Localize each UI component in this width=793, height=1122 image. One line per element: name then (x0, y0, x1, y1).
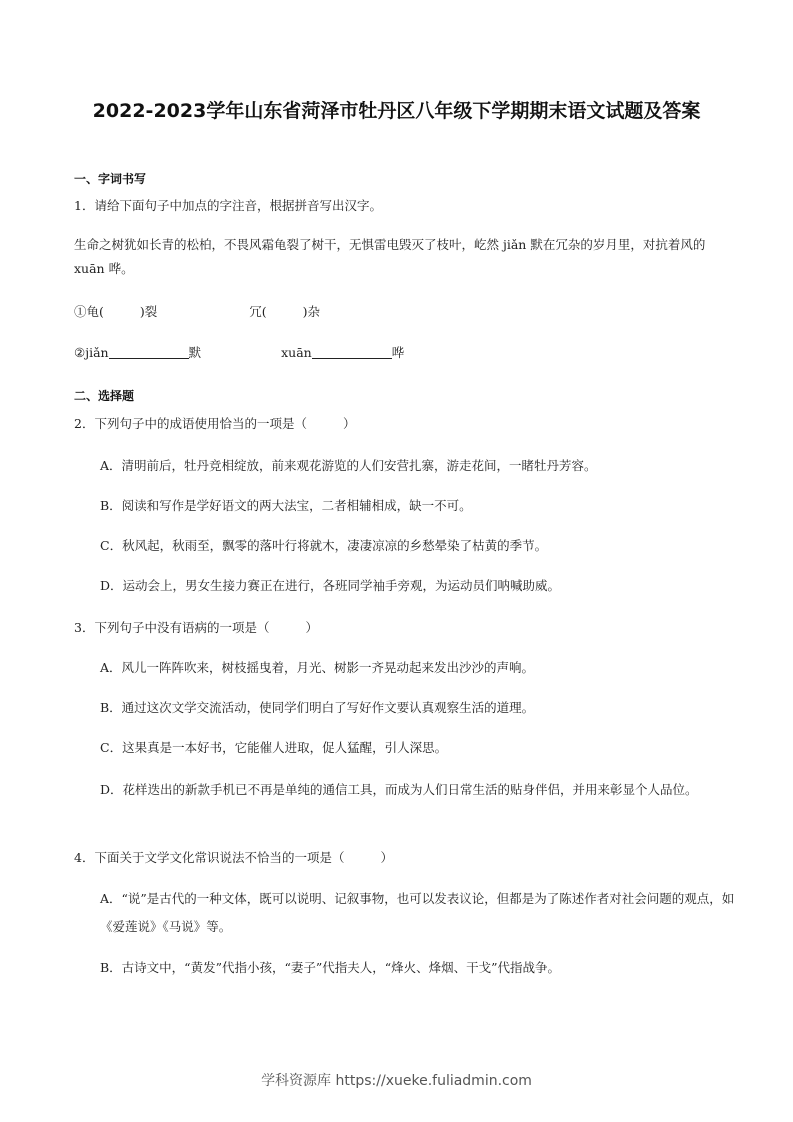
section-heading-2: 二、选择题 (74, 389, 135, 403)
page-title: 2022-2023学年山东省菏泽市牡丹区八年级下学期期末语文试题及答案 (92, 100, 701, 122)
answer-underline[interactable] (312, 344, 392, 359)
answer-underline[interactable] (109, 344, 189, 359)
q1-item-1b-suffix: )杂 (302, 304, 321, 319)
q1-item-2b-suffix: 哗 (391, 345, 405, 360)
q1-item-2b-prefix: xuān (281, 345, 312, 360)
q2-stem (74, 413, 734, 435)
q4-option-a: A．“说”是古代的一种文体，既可以说明、记叙事物，也可以发表议论，但都是为了陈述作者对社会问题的观点，如《爱莲说》《马说》等。 (100, 891, 735, 934)
q4-stem-text: 4．下面关于文学文化常识说法不恰当的一项是（ (74, 850, 345, 865)
q2-option-a: A．清明前后，牡丹竞相绽放，前来观花游览的人们安营扎寨，游走花间，一睹牡丹芳容。 (100, 458, 597, 473)
q1-item-1b-prefix: 冗( (249, 304, 267, 319)
q1-item-2a-suffix: 默 (188, 345, 202, 360)
q1-item-2 (74, 342, 734, 364)
q1-stem: 1．请给下面句子中加点的字注音，根据拼音写出汉字。 (74, 198, 382, 213)
q3-option-a: A．风儿一阵阵吹来，树枝摇曳着，月光、树影一齐晃动起来发出沙沙的声响。 (100, 660, 535, 675)
q1-item-2a-prefix: ②jiǎn (74, 345, 109, 360)
q2-option-c: C．秋风起，秋雨至，飘零的落叶行将就木，凄凄凉凉的乡愁晕染了枯黄的季节。 (100, 538, 548, 553)
q3-stem-text: 3．下列句子中没有语病的一项是（ (74, 620, 270, 635)
q4-option-b: B．古诗文中，“黄发”代指小孩，“妻子”代指夫人，“烽火、烽烟、干戈”代指战争。 (100, 960, 561, 975)
q2-option-d: D．运动会上，男女生接力赛正在进行，各班同学袖手旁观，为运动员们呐喊助威。 (100, 578, 561, 593)
q3-option-d: D．花样迭出的新款手机已不再是单纯的通信工具，而成为人们日常生活的贴身伴侣，并用来彰显个人品位。 (100, 782, 698, 797)
footer-source: 学科资源库 https://xueke.fuliadmin.com (261, 1073, 532, 1089)
q2-stem-close: ） (342, 416, 356, 431)
section-heading-1: 一、字词书写 (74, 172, 147, 186)
q1-item-1a-prefix: ①龟( (74, 304, 104, 319)
q1-item-1 (74, 301, 734, 323)
q3-option-b: B．通过这次文学交流活动，使同学们明白了写好作文要认真观察生活的道理。 (100, 700, 535, 715)
q3-stem-close: ） (305, 620, 318, 635)
q4-stem (74, 847, 734, 869)
q3-option-c: C．这果真是一本好书，它能催人进取，促人猛醒，引人深思。 (100, 740, 448, 755)
q3-stem (74, 617, 734, 639)
q2-stem-text: 2．下列句子中的成语使用恰当的一项是（ (74, 416, 307, 431)
q1-passage: 生命之树犹如长青的松柏，不畏风霜龟裂了树干，无惧雷电毁灭了枝叶，屹然 jiǎn 默在冗杂的岁月里，对抗着风的 xuān 哗。 (74, 237, 706, 276)
q2-option-b: B．阅读和写作是学好语文的两大法宝，二者相辅相成，缺一不可。 (100, 498, 472, 513)
q4-stem-close: ） (380, 850, 393, 865)
q1-item-1a-suffix: )裂 (139, 304, 158, 319)
